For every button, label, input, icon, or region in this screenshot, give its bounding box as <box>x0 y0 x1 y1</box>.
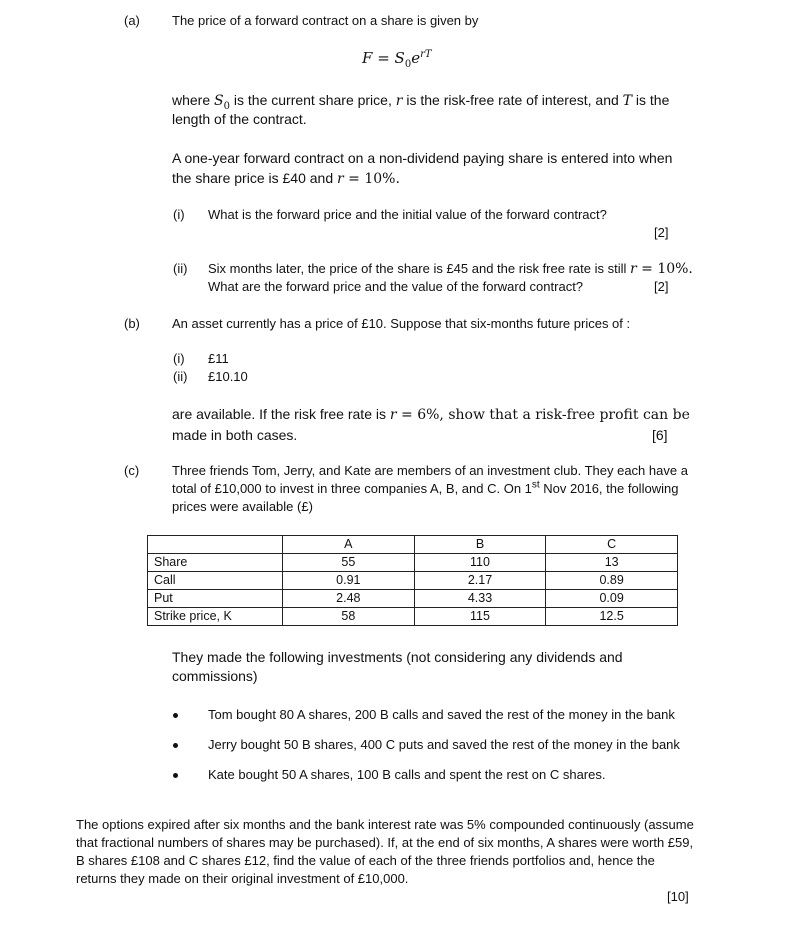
closing-line-4: returns they made on their original investment of £10,000. <box>76 871 409 886</box>
table-cell: 115 <box>414 608 546 626</box>
table-cell: 0.91 <box>283 572 415 590</box>
bullet-tom: Tom bought 80 A shares, 200 B calls and saved the rest of the money in the bank <box>208 707 675 722</box>
price-table <box>147 535 678 626</box>
setup-text-1: the share price is £40 and <box>172 170 337 186</box>
qa2-text-2: = 10%. <box>636 261 693 277</box>
bullet-icon <box>173 743 178 748</box>
part-c-intro-line-2 <box>172 480 678 498</box>
setup-text-2: = 10%. <box>343 171 400 187</box>
formula-equals: = <box>372 49 395 67</box>
definition-line-2: length of the contract. <box>172 111 307 127</box>
pc-ordinal-suffix: st <box>531 479 540 491</box>
pb-text-1: are available. If the risk free rate is <box>172 406 390 422</box>
table-cell: Call <box>148 572 283 590</box>
table-cell: 110 <box>414 554 546 572</box>
table-cell: Put <box>148 590 283 608</box>
table-cell: Strike price, K <box>148 608 283 626</box>
pc-text-2: Nov 2016, the following <box>539 481 679 496</box>
table-header-cell: A <box>283 536 415 554</box>
formula-lhs: F <box>362 49 373 67</box>
pc-text-1: total of £10,000 to invest in three companies A, B, and C. On 1 <box>172 481 532 496</box>
part-c-label: (c) <box>124 463 140 478</box>
part-b-option-ii-value: £10.10 <box>208 369 248 384</box>
table-cell: 13 <box>546 554 678 572</box>
def-text-3: is the risk-free rate of interest, and <box>402 92 623 108</box>
part-c-intro-line-1: Three friends Tom, Jerry, and Kate are members of an investment club. They each have a <box>172 463 688 478</box>
question-a-i-text: What is the forward price and the initial value of the forward contract? <box>208 207 607 222</box>
part-b-label: (b) <box>124 316 140 331</box>
part-b-option-i-label: (i) <box>173 351 185 366</box>
part-b-marks: [6] <box>652 427 668 443</box>
table-cell: 2.17 <box>414 572 546 590</box>
table-header-cell: B <box>414 536 546 554</box>
def-text-1: where <box>172 92 215 108</box>
setup-line-2 <box>172 168 400 189</box>
investments-line-1: They made the following investments (not considering any dividends and <box>172 649 623 665</box>
table-cell: 4.33 <box>414 590 546 608</box>
question-a-ii-line-1 <box>208 260 693 278</box>
closing-line-1: The options expired after six months and the bank interest rate was 5% compounded continuously (assume <box>76 817 694 832</box>
part-b-option-ii-label: (ii) <box>173 369 188 384</box>
part-c-intro-line-3: prices were available (£) <box>172 499 313 514</box>
part-b-option-i-value: £11 <box>208 351 229 366</box>
part-a-intro: The price of a forward contract on a share is given by <box>172 13 479 28</box>
table-cell: 58 <box>283 608 415 626</box>
bullet-icon <box>173 773 178 778</box>
table-header-row <box>148 536 678 554</box>
def-symbol-r: r <box>395 93 403 109</box>
table-cell: 2.48 <box>283 590 415 608</box>
question-a-i-marks: [2] <box>654 225 669 240</box>
closing-line-3: B shares £108 and C shares £12, find the value of each of the three friends portfolios and, hence the <box>76 853 655 868</box>
definition-line-1 <box>172 90 669 111</box>
formula-exp-base: e <box>411 49 421 67</box>
def-text-4: is the <box>632 92 670 108</box>
setup-symbol-r: r <box>337 171 344 187</box>
pb-text-2: = 6%, show that a risk-free profit can be <box>396 407 690 423</box>
bullet-kate: Kate bought 50 A shares, 100 B calls and spent the rest on C shares. <box>208 767 606 782</box>
part-a-label: (a) <box>124 13 140 28</box>
table-cell: 0.89 <box>546 572 678 590</box>
closing-line-2: that fractional numbers of shares may be purchased). If, at the end of six months, A shares were worth £59, <box>76 835 694 850</box>
question-a-ii-line-2: What are the forward price and the value of the forward contract? <box>208 279 584 294</box>
bullet-icon <box>173 713 178 718</box>
table-row <box>148 572 678 590</box>
table-row <box>148 590 678 608</box>
question-a-ii-label: (ii) <box>173 261 188 276</box>
formula-base-subscript: 0 <box>404 59 412 70</box>
formula-base: S <box>394 49 405 67</box>
table-cell: Share <box>148 554 283 572</box>
question-a-ii-marks: [2] <box>654 279 669 294</box>
forward-price-formula <box>362 49 432 70</box>
setup-line-1: A one-year forward contract on a non-dividend paying share is entered into when <box>172 150 673 166</box>
formula-exponent: rT <box>420 49 432 60</box>
pb-symbol-r: r <box>389 407 397 423</box>
part-b-line-1 <box>172 404 690 425</box>
table-row <box>148 554 678 572</box>
def-text-2: is the current share price, <box>230 92 396 108</box>
table-header-cell <box>148 536 283 554</box>
investments-line-2: commissions) <box>172 668 258 684</box>
qa2-symbol-r: r <box>629 261 637 277</box>
qa2-text-1: Six months later, the price of the share is £45 and the risk free rate is still <box>208 261 630 276</box>
part-b-line-2: made in both cases. <box>172 427 298 443</box>
table-cell: 55 <box>283 554 415 572</box>
bullet-jerry: Jerry bought 50 B shares, 400 C puts and saved the rest of the money in the bank <box>208 737 680 752</box>
def-symbol-t: T <box>622 93 633 109</box>
table-cell: 12.5 <box>546 608 678 626</box>
part-b-intro: An asset currently has a price of £10. Suppose that six-months future prices of : <box>172 316 631 331</box>
table-cell: 0.09 <box>546 590 678 608</box>
table-header-cell: C <box>546 536 678 554</box>
def-symbol-s: S <box>214 93 224 109</box>
question-a-i-label: (i) <box>173 207 185 222</box>
def-symbol-s-sub: 0 <box>223 100 230 112</box>
closing-marks: [10] <box>667 889 689 904</box>
table-row <box>148 608 678 626</box>
